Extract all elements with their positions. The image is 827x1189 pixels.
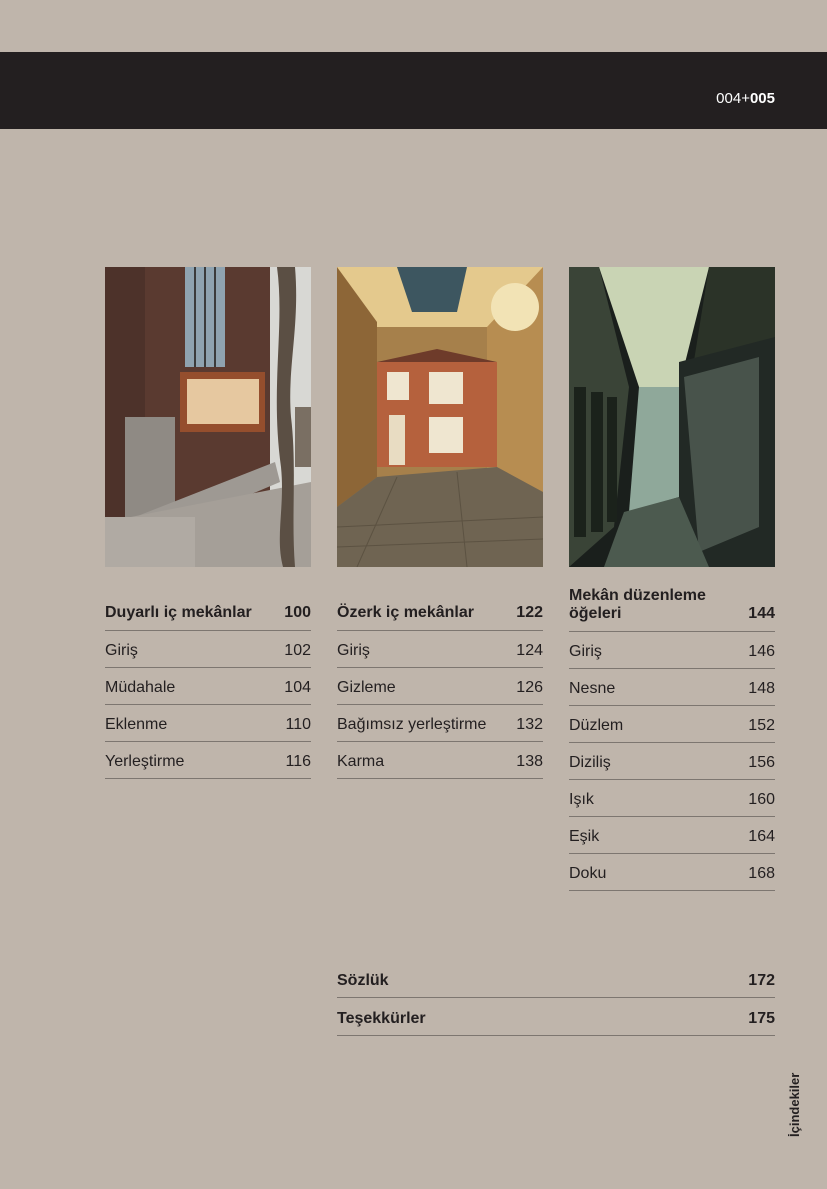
entry-label: Bağımsız yerleştirme xyxy=(337,716,487,733)
toc-column-3 xyxy=(569,587,775,891)
section-title: Mekân düzenleme öğeleri xyxy=(569,587,706,622)
entry-label: Yerleştirme xyxy=(105,753,185,770)
photo-building-extension xyxy=(105,267,311,567)
entry-page: 152 xyxy=(748,717,775,734)
entry-label: Eklenme xyxy=(105,716,168,733)
entry-label: Karma xyxy=(337,753,385,770)
entry-page: 124 xyxy=(516,642,543,659)
toc-entry[interactable] xyxy=(337,668,543,705)
entry-label: Giriş xyxy=(569,643,602,660)
entry-page: 110 xyxy=(285,716,311,733)
toc-column-1 xyxy=(105,594,311,779)
toc-column-2 xyxy=(337,594,543,779)
side-section-label: İçindekiler xyxy=(787,1072,802,1137)
toc-entry[interactable] xyxy=(105,742,311,779)
section-page: 100 xyxy=(284,604,311,621)
entry-page: 172 xyxy=(748,972,775,989)
entry-label: Müdahale xyxy=(105,679,176,696)
toc-entry[interactable] xyxy=(569,669,775,706)
entry-page: 138 xyxy=(516,753,543,770)
photo-dark-corridor xyxy=(569,267,775,567)
page-number xyxy=(716,90,775,108)
entry-page: 160 xyxy=(748,791,775,808)
entry-page: 104 xyxy=(284,679,311,696)
entry-label: Giriş xyxy=(105,642,138,659)
toc-entry[interactable] xyxy=(105,631,311,668)
toc-entry[interactable] xyxy=(105,668,311,705)
entry-label: Giriş xyxy=(337,642,370,659)
toc-entry[interactable] xyxy=(569,632,775,669)
toc-entry-acknowledgements[interactable] xyxy=(337,998,775,1036)
toc-extras xyxy=(337,960,775,1036)
toc-section-heading[interactable] xyxy=(569,587,775,632)
header-bar xyxy=(0,52,827,129)
section-page: 144 xyxy=(748,605,775,622)
entry-label: Diziliş xyxy=(569,754,611,771)
toc-entry-glossary[interactable] xyxy=(337,960,775,998)
entry-page: 148 xyxy=(748,680,775,697)
entry-label: Teşekkürler xyxy=(337,1010,426,1027)
section-title: Özerk iç mekânlar xyxy=(337,604,474,621)
toc-entry[interactable] xyxy=(337,631,543,668)
photo-house-in-hall xyxy=(337,267,543,567)
page-number-left: 004+ xyxy=(716,90,750,107)
toc-entry[interactable] xyxy=(569,706,775,743)
toc-entry[interactable] xyxy=(569,817,775,854)
toc-entry[interactable] xyxy=(569,743,775,780)
entry-page: 132 xyxy=(516,716,543,733)
entry-page: 156 xyxy=(748,754,775,771)
entry-page: 126 xyxy=(516,679,543,696)
toc-entry[interactable] xyxy=(337,705,543,742)
entry-label: Nesne xyxy=(569,680,616,697)
entry-label: Eşik xyxy=(569,828,600,845)
entry-page: 102 xyxy=(284,642,311,659)
toc-entry[interactable] xyxy=(337,742,543,779)
entry-label: Düzlem xyxy=(569,717,624,734)
entry-page: 116 xyxy=(285,753,311,770)
toc-entry[interactable] xyxy=(569,780,775,817)
page-number-right: 005 xyxy=(749,90,775,107)
section-page: 122 xyxy=(516,604,543,621)
entry-page: 146 xyxy=(748,643,775,660)
toc-section-heading[interactable] xyxy=(337,594,543,631)
toc-entry[interactable] xyxy=(105,705,311,742)
entry-label: Doku xyxy=(569,865,607,882)
toc-entry[interactable] xyxy=(569,854,775,891)
entry-label: Sözlük xyxy=(337,972,389,989)
entry-label: Işık xyxy=(569,791,594,808)
toc-section-heading[interactable] xyxy=(105,594,311,631)
entry-page: 175 xyxy=(748,1010,775,1027)
entry-page: 168 xyxy=(748,865,775,882)
entry-label: Gizleme xyxy=(337,679,396,696)
section-title: Duyarlı iç mekânlar xyxy=(105,604,252,621)
entry-page: 164 xyxy=(748,828,775,845)
